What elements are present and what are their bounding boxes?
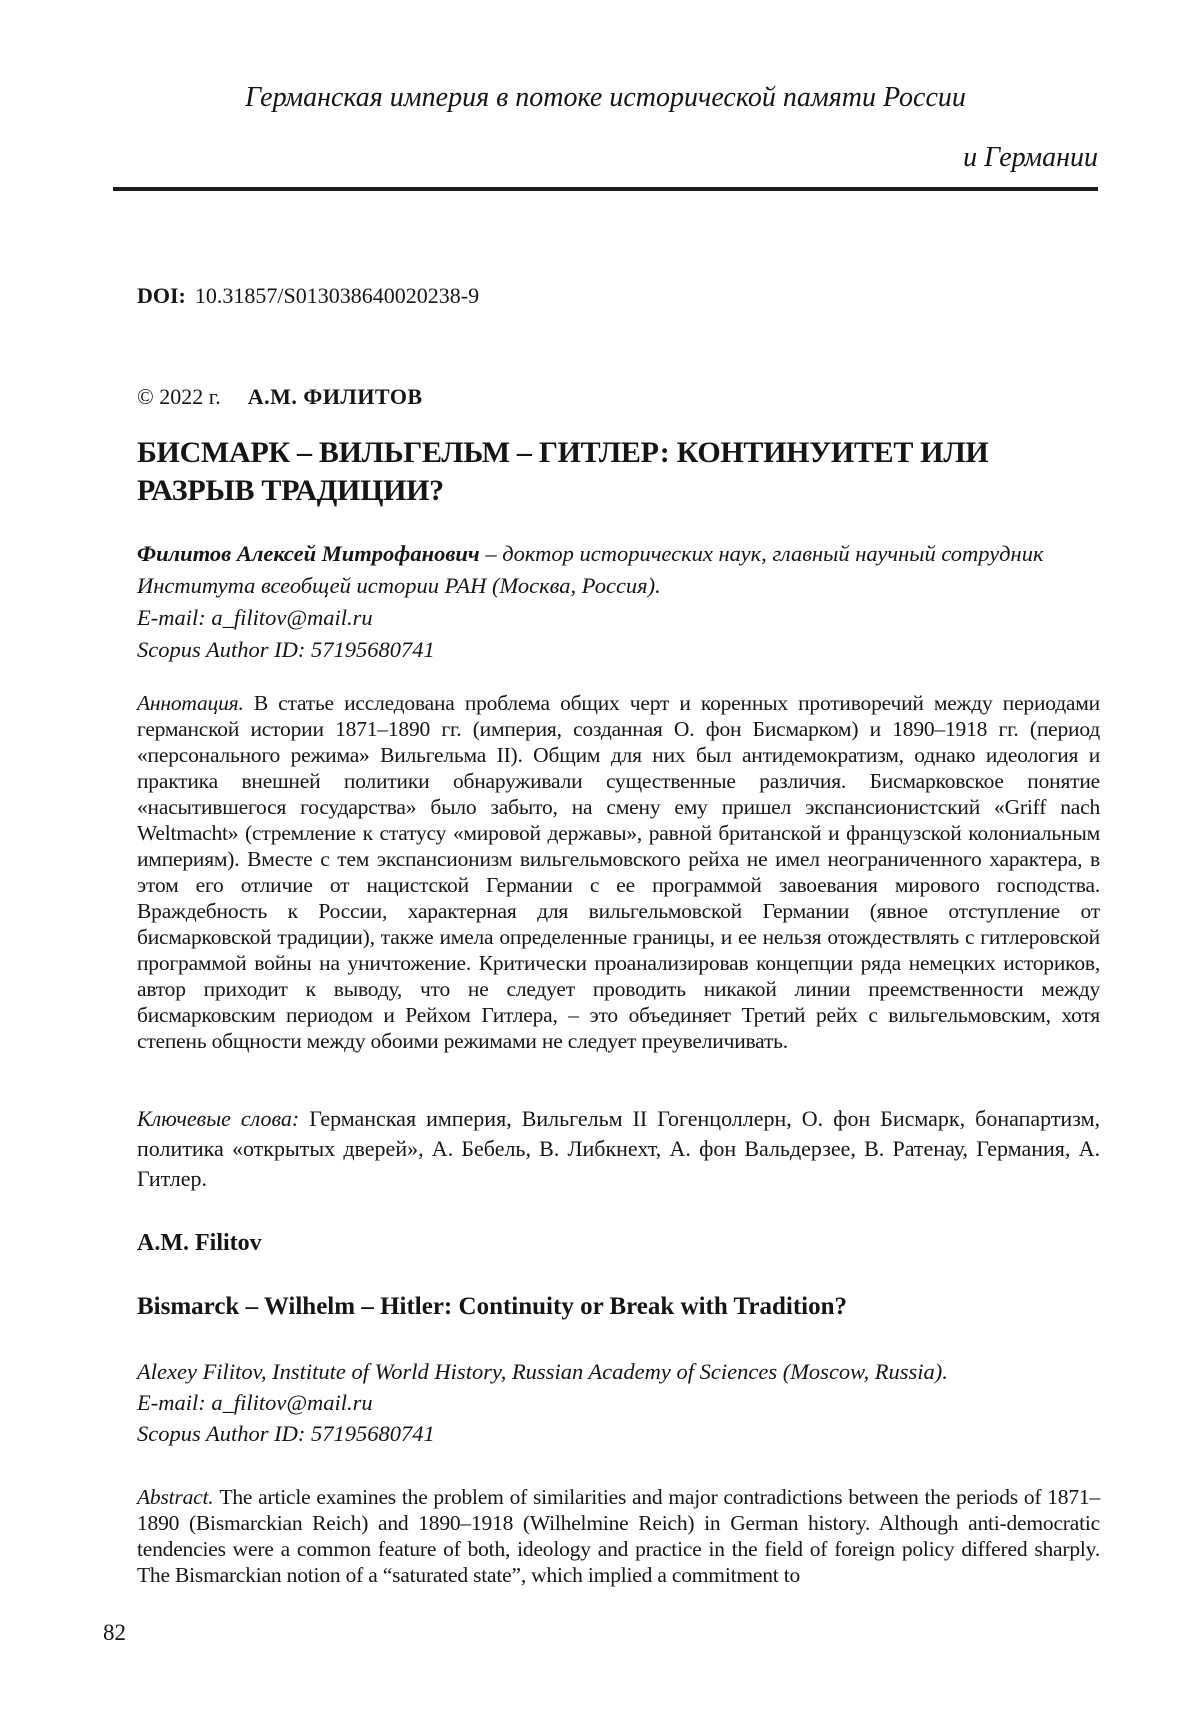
abstract-ru-label: Аннотация.	[137, 691, 244, 715]
copyright-line	[137, 384, 423, 410]
keywords-ru-label: Ключевые слова:	[137, 1106, 300, 1131]
keywords-ru	[137, 1104, 1100, 1194]
author-en-short: A.M. Filitov	[137, 1230, 262, 1256]
author-email-ru: E-mail: a_filitov@mail.ru	[137, 605, 373, 630]
author-info-ru	[137, 538, 1100, 666]
doi-label: DOI:	[137, 283, 186, 308]
abstract-en-text: The article examines the problem of similarities and major contradictions between the periods of 1871–1890 (Bismarckian Reich) and 1890–1918 (Wilhelmine Reich) in German history. Although anti-democratic tendencies were a common feature of both, ideology and practice in the field of foreign policy differed sharply. The Bismarckian notion of a “saturated state”, which implied a commitment to	[137, 1485, 1100, 1587]
running-head-line2: и Германии	[963, 142, 1098, 173]
author-info-en	[137, 1356, 1100, 1449]
abstract-ru-text: В статье исследована проблема общих черт и коренных противоречий между периодами германской истории 1871–1890 гг. (империя, созданная О. фон Бисмарком) и 1890–1918 гг. (период «персонального режима» Вильгельма II). Общим для них был антидемократизм, однако идеология и практика внешней политики обнаруживали существенные различия. Бисмарковское понятие «насытившегося государства» было забыто, на смену ему пришел экспансионистский «Griff nach Weltmacht» (стремление к статусу «мировой державы», равной британской и французской колониальным империям). Вместе с тем экспансионизм вильгельмовского рейха не имел неограниченного характера, в этом его отличие от нацистской Германии с ее программой завоевания мирового господства. Враждебность к России, характерная для вильгельмовской Германии (явное отступление от бисмарковской традиции), также имела определенные границы, и ее нельзя отождествлять с гитлеровской программой войны на уничтожение. Критически проанализировав концепции ряда немецких историков, автор приходит к выводу, что не следует проводить никакой линии преемственности между бисмарковским периодом и Рейхом Гитлера, – это объединяет Третий рейх с вильгельмовским, хотя степень общности между обоими режимами не следует преувеличивать.	[137, 691, 1100, 1053]
article-title-ru: БИСМАРК – ВИЛЬГЕЛЬМ – ГИТЛЕР: КОНТИНУИТЕТ ИЛИ РАЗРЫВ ТРАДИЦИИ?	[137, 436, 989, 507]
author-name-ru: Филитов Алексей Митрофанович	[137, 541, 480, 566]
running-head-line1: Германская империя в потоке исторической памяти России	[245, 82, 966, 113]
abstract-ru	[137, 690, 1100, 1054]
copyright-author: А.М. ФИЛИТОВ	[247, 384, 423, 409]
author-scopus-en: Scopus Author ID: 57195680741	[137, 1421, 435, 1446]
article-title-en: Bismarck – Wilhelm – Hitler: Continuity or Break with Tradition?	[137, 1293, 847, 1320]
keywords-ru-text: Германская империя, Вильгельм II Гогенцоллерн, О. фон Бисмарк, бонапартизм, политика «открытых дверей», А. Бебель, В. Либкнехт, А. фон Вальдерзее, В. Ратенау, Германия, А. Гитлер.	[137, 1106, 1101, 1191]
author-email-en: E-mail: a_filitov@mail.ru	[137, 1390, 373, 1415]
author-scopus-ru: Scopus Author ID: 57195680741	[137, 637, 435, 662]
author-affiliation-en: Alexey Filitov, Institute of World History, Russian Academy of Sciences (Moscow, Russia).	[137, 1359, 948, 1384]
page-number: 82	[103, 1620, 126, 1645]
doi-line	[137, 283, 479, 309]
author-affiliation-ru	[137, 538, 1100, 602]
running-head	[113, 76, 1098, 180]
abstract-en-label: Abstract.	[137, 1485, 214, 1509]
author-degree-ru: – доктор исторических наук, главный научный сотрудник Института всеобщей истории РАН (Москва, Россия).	[137, 541, 1044, 598]
copyright-year: © 2022 г.	[137, 384, 221, 409]
doi-value: 10.31857/S013038640020238-9	[194, 283, 480, 308]
header-rule	[113, 187, 1098, 191]
abstract-en	[137, 1484, 1100, 1588]
